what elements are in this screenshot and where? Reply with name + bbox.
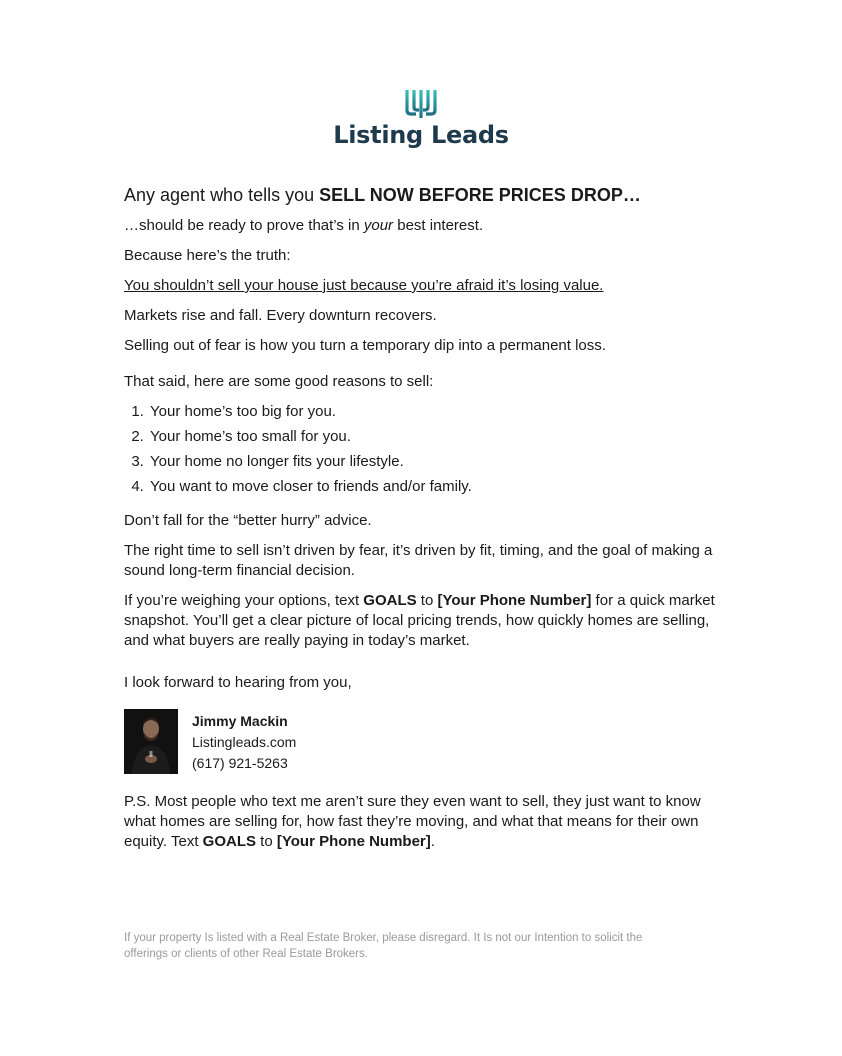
brand-name: Listing Leads (333, 121, 509, 149)
letter-body (124, 182, 724, 862)
paragraph-cta (124, 591, 724, 651)
paragraph-reasons-intro: That said, here are some good reasons to sell: (124, 373, 434, 390)
p1-before: …should be ready to prove that’s in (124, 217, 364, 234)
ps-text-b: to (256, 833, 277, 850)
list-item: 4. You want to move closer to friends and/or family. (148, 477, 724, 497)
signature-block (124, 709, 724, 774)
cta-goals: GOALS (363, 592, 417, 609)
ps-phone: [Your Phone Number] (276, 833, 431, 850)
p1-italic: your (363, 217, 394, 234)
avatar (124, 709, 178, 774)
signature-name: Jimmy Mackin (192, 713, 288, 729)
signature-phone[interactable]: (617) 921-5263 (192, 755, 288, 771)
signature-website[interactable]: Listingleads.com (192, 734, 297, 750)
paragraph-fear: Selling out of fear is how you turn a temporary dip into a permanent loss. (124, 337, 606, 354)
paragraph-underline: You shouldn’t sell your house just because you’re afraid it’s losing value. (124, 277, 604, 294)
avatar-photo (124, 709, 178, 774)
signature-info (192, 711, 296, 774)
paragraph-truth: Because here’s the truth: (124, 247, 291, 264)
closing-line: I look forward to hearing from you, (124, 674, 352, 691)
cta-text-a: If you’re weighing your options, text (124, 592, 364, 609)
cta-text-b: to (416, 592, 438, 609)
postscript (124, 792, 724, 852)
headline-intro: Any agent who tells you (124, 185, 320, 205)
ps-goals: GOALS (202, 833, 256, 850)
headline-bold: SELL NOW BEFORE PRICES DROP… (319, 185, 641, 205)
reasons-list (124, 402, 724, 497)
ps-text-c: . (430, 833, 435, 850)
paragraph-prove (124, 216, 724, 236)
p1-after: best interest. (393, 217, 484, 234)
list-item: 3. Your home no longer fits your lifestyle. (148, 452, 724, 472)
cta-phone: [Your Phone Number] (437, 592, 592, 609)
paragraph-markets: Markets rise and fall. Every downturn recovers. (124, 307, 437, 324)
listing-leads-logo-icon (403, 88, 439, 120)
headline (124, 182, 724, 208)
paragraph-hurry: Don’t fall for the “better hurry” advice. (124, 512, 372, 529)
cta-text-c: for a quick market snapshot. You’ll get a clear picture of local pricing trends, how quickly homes are selling, and what buyers are really paying in today’s market. (124, 592, 715, 649)
list-item: 2. Your home’s too small for you. (148, 427, 724, 447)
paragraph-right-time: The right time to sell isn’t driven by fear, it’s driven by fit, timing, and the goal of making a sound long-term financial decision. (124, 542, 713, 579)
disclaimer: If your property Is listed with a Real Estate Broker, please disregard. It Is not our Intention to solicit the offerings or clients of other Real Estate Brokers. (124, 932, 643, 960)
ps-text-a: P.S. Most people who text me aren’t sure they even want to sell, they just want to know what homes are selling for, how fast they’re moving, and what that means for their own equity. Text (124, 793, 701, 850)
list-item: 1. Your home’s too big for you. (148, 402, 724, 422)
brand-logo (0, 88, 842, 149)
